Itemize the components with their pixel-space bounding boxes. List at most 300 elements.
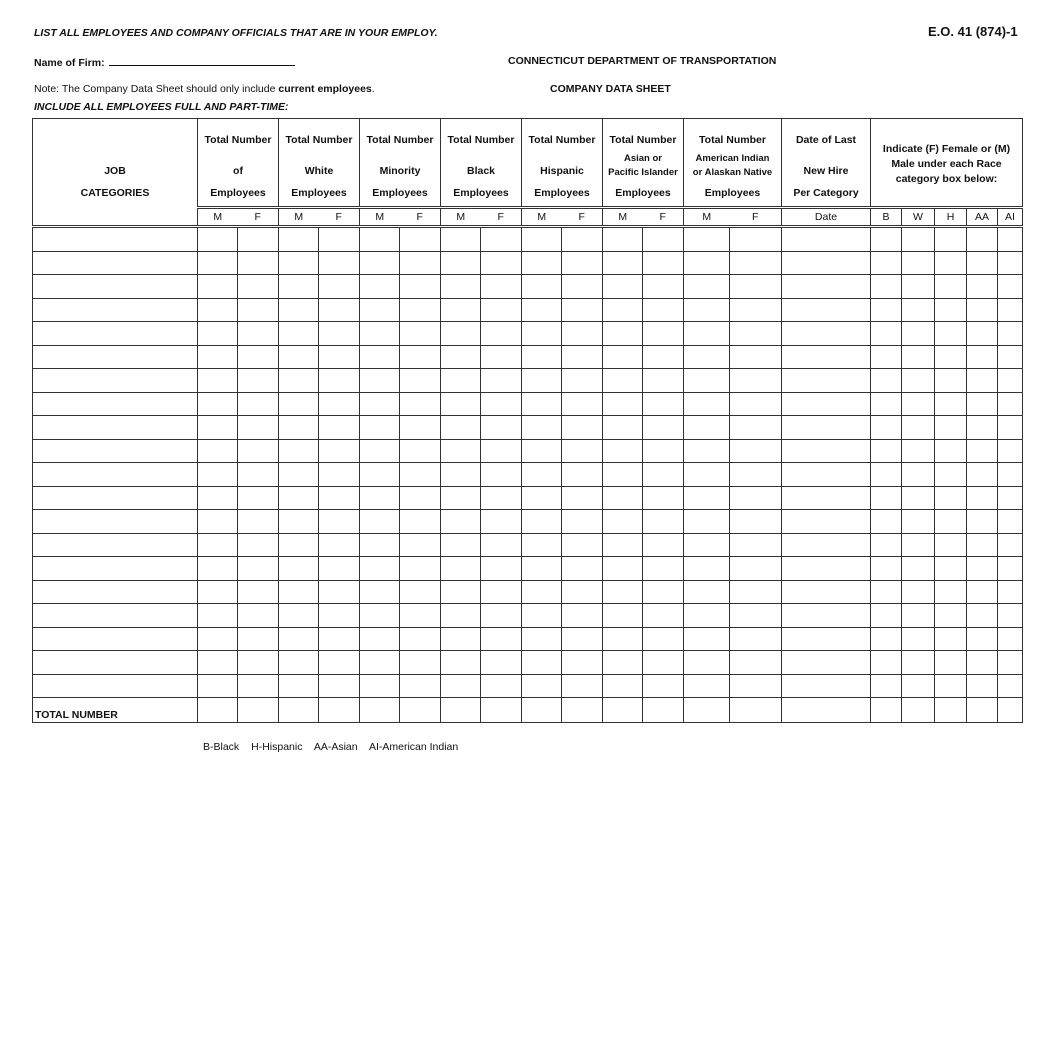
entry-cell[interactable] (730, 627, 782, 651)
entry-cell[interactable] (730, 275, 782, 299)
entry-cell[interactable] (319, 486, 360, 510)
entry-cell[interactable] (998, 580, 1023, 604)
entry-cell[interactable] (967, 275, 998, 299)
entry-cell[interactable] (782, 486, 871, 510)
entry-cell[interactable] (871, 322, 902, 346)
total-cell[interactable] (319, 698, 360, 723)
entry-cell[interactable] (998, 369, 1023, 393)
entry-cell[interactable] (481, 392, 522, 416)
entry-cell[interactable] (319, 369, 360, 393)
entry-cell[interactable] (871, 510, 902, 534)
entry-cell[interactable] (902, 345, 935, 369)
entry-cell[interactable] (782, 392, 871, 416)
entry-cell[interactable] (603, 369, 643, 393)
entry-cell[interactable] (643, 651, 684, 675)
job-category-cell[interactable] (33, 604, 198, 628)
entry-cell[interactable] (522, 439, 562, 463)
entry-cell[interactable] (871, 416, 902, 440)
entry-cell[interactable] (198, 227, 238, 252)
entry-cell[interactable] (198, 510, 238, 534)
entry-cell[interactable] (238, 463, 279, 487)
entry-cell[interactable] (782, 275, 871, 299)
entry-cell[interactable] (998, 627, 1023, 651)
entry-cell[interactable] (238, 298, 279, 322)
job-category-cell[interactable] (33, 251, 198, 275)
entry-cell[interactable] (902, 463, 935, 487)
entry-cell[interactable] (871, 627, 902, 651)
entry-cell[interactable] (603, 604, 643, 628)
entry-cell[interactable] (730, 486, 782, 510)
entry-cell[interactable] (279, 416, 319, 440)
entry-cell[interactable] (522, 604, 562, 628)
total-cell[interactable] (360, 698, 400, 723)
total-cell[interactable] (441, 698, 481, 723)
entry-cell[interactable] (522, 486, 562, 510)
entry-cell[interactable] (481, 463, 522, 487)
entry-cell[interactable] (603, 557, 643, 581)
entry-cell[interactable] (684, 251, 730, 275)
entry-cell[interactable] (967, 533, 998, 557)
entry-cell[interactable] (198, 298, 238, 322)
entry-cell[interactable] (319, 251, 360, 275)
entry-cell[interactable] (400, 227, 441, 252)
entry-cell[interactable] (198, 369, 238, 393)
entry-cell[interactable] (935, 322, 967, 346)
entry-cell[interactable] (481, 533, 522, 557)
entry-cell[interactable] (684, 463, 730, 487)
entry-cell[interactable] (562, 369, 603, 393)
total-cell[interactable] (603, 698, 643, 723)
entry-cell[interactable] (684, 227, 730, 252)
entry-cell[interactable] (319, 510, 360, 534)
entry-cell[interactable] (400, 580, 441, 604)
entry-cell[interactable] (603, 463, 643, 487)
entry-cell[interactable] (238, 416, 279, 440)
entry-cell[interactable] (198, 651, 238, 675)
entry-cell[interactable] (902, 651, 935, 675)
entry-cell[interactable] (967, 251, 998, 275)
entry-cell[interactable] (998, 322, 1023, 346)
entry-cell[interactable] (967, 604, 998, 628)
entry-cell[interactable] (730, 439, 782, 463)
entry-cell[interactable] (400, 486, 441, 510)
entry-cell[interactable] (360, 651, 400, 675)
entry-cell[interactable] (279, 533, 319, 557)
entry-cell[interactable] (319, 463, 360, 487)
job-category-cell[interactable] (33, 439, 198, 463)
entry-cell[interactable] (684, 533, 730, 557)
entry-cell[interactable] (400, 627, 441, 651)
entry-cell[interactable] (279, 580, 319, 604)
entry-cell[interactable] (481, 416, 522, 440)
entry-cell[interactable] (279, 275, 319, 299)
entry-cell[interactable] (782, 651, 871, 675)
entry-cell[interactable] (967, 416, 998, 440)
entry-cell[interactable] (603, 227, 643, 252)
entry-cell[interactable] (782, 416, 871, 440)
job-category-cell[interactable] (33, 392, 198, 416)
entry-cell[interactable] (562, 298, 603, 322)
entry-cell[interactable] (935, 674, 967, 698)
entry-cell[interactable] (782, 580, 871, 604)
entry-cell[interactable] (643, 510, 684, 534)
entry-cell[interactable] (279, 557, 319, 581)
entry-cell[interactable] (902, 298, 935, 322)
entry-cell[interactable] (684, 392, 730, 416)
entry-cell[interactable] (782, 322, 871, 346)
entry-cell[interactable] (684, 580, 730, 604)
entry-cell[interactable] (684, 439, 730, 463)
entry-cell[interactable] (238, 227, 279, 252)
total-cell[interactable] (522, 698, 562, 723)
entry-cell[interactable] (238, 486, 279, 510)
entry-cell[interactable] (998, 510, 1023, 534)
entry-cell[interactable] (441, 416, 481, 440)
entry-cell[interactable] (603, 486, 643, 510)
entry-cell[interactable] (360, 674, 400, 698)
entry-cell[interactable] (902, 627, 935, 651)
entry-cell[interactable] (603, 416, 643, 440)
job-category-cell[interactable] (33, 298, 198, 322)
entry-cell[interactable] (998, 227, 1023, 252)
entry-cell[interactable] (935, 557, 967, 581)
job-category-cell[interactable] (33, 463, 198, 487)
entry-cell[interactable] (198, 251, 238, 275)
entry-cell[interactable] (481, 510, 522, 534)
entry-cell[interactable] (643, 345, 684, 369)
entry-cell[interactable] (238, 345, 279, 369)
entry-cell[interactable] (902, 439, 935, 463)
entry-cell[interactable] (782, 251, 871, 275)
entry-cell[interactable] (198, 345, 238, 369)
total-cell[interactable] (400, 698, 441, 723)
entry-cell[interactable] (562, 275, 603, 299)
entry-cell[interactable] (279, 439, 319, 463)
entry-cell[interactable] (360, 227, 400, 252)
entry-cell[interactable] (998, 298, 1023, 322)
entry-cell[interactable] (400, 322, 441, 346)
entry-cell[interactable] (935, 345, 967, 369)
entry-cell[interactable] (481, 298, 522, 322)
entry-cell[interactable] (730, 416, 782, 440)
entry-cell[interactable] (782, 674, 871, 698)
entry-cell[interactable] (730, 674, 782, 698)
entry-cell[interactable] (871, 392, 902, 416)
entry-cell[interactable] (198, 486, 238, 510)
entry-cell[interactable] (238, 275, 279, 299)
total-cell[interactable] (871, 698, 902, 723)
job-category-cell[interactable] (33, 510, 198, 534)
entry-cell[interactable] (481, 369, 522, 393)
entry-cell[interactable] (684, 510, 730, 534)
entry-cell[interactable] (935, 533, 967, 557)
entry-cell[interactable] (441, 275, 481, 299)
entry-cell[interactable] (279, 651, 319, 675)
entry-cell[interactable] (684, 627, 730, 651)
entry-cell[interactable] (441, 345, 481, 369)
entry-cell[interactable] (360, 627, 400, 651)
entry-cell[interactable] (319, 674, 360, 698)
entry-cell[interactable] (522, 580, 562, 604)
entry-cell[interactable] (998, 557, 1023, 581)
entry-cell[interactable] (522, 392, 562, 416)
entry-cell[interactable] (730, 533, 782, 557)
entry-cell[interactable] (643, 674, 684, 698)
entry-cell[interactable] (998, 463, 1023, 487)
entry-cell[interactable] (684, 369, 730, 393)
entry-cell[interactable] (998, 533, 1023, 557)
entry-cell[interactable] (730, 227, 782, 252)
entry-cell[interactable] (902, 580, 935, 604)
entry-cell[interactable] (319, 557, 360, 581)
entry-cell[interactable] (198, 275, 238, 299)
entry-cell[interactable] (400, 557, 441, 581)
entry-cell[interactable] (730, 604, 782, 628)
entry-cell[interactable] (643, 227, 684, 252)
entry-cell[interactable] (782, 227, 871, 252)
entry-cell[interactable] (481, 275, 522, 299)
entry-cell[interactable] (441, 651, 481, 675)
entry-cell[interactable] (522, 369, 562, 393)
entry-cell[interactable] (400, 510, 441, 534)
entry-cell[interactable] (603, 345, 643, 369)
entry-cell[interactable] (998, 486, 1023, 510)
entry-cell[interactable] (684, 674, 730, 698)
entry-cell[interactable] (522, 227, 562, 252)
entry-cell[interactable] (441, 580, 481, 604)
total-cell[interactable] (730, 698, 782, 723)
entry-cell[interactable] (967, 369, 998, 393)
entry-cell[interactable] (902, 604, 935, 628)
entry-cell[interactable] (730, 345, 782, 369)
job-category-cell[interactable] (33, 322, 198, 346)
entry-cell[interactable] (643, 627, 684, 651)
entry-cell[interactable] (684, 486, 730, 510)
entry-cell[interactable] (562, 674, 603, 698)
entry-cell[interactable] (360, 486, 400, 510)
entry-cell[interactable] (522, 651, 562, 675)
entry-cell[interactable] (998, 651, 1023, 675)
total-cell[interactable] (684, 698, 730, 723)
entry-cell[interactable] (998, 674, 1023, 698)
entry-cell[interactable] (400, 275, 441, 299)
entry-cell[interactable] (902, 557, 935, 581)
entry-cell[interactable] (400, 604, 441, 628)
entry-cell[interactable] (238, 439, 279, 463)
total-cell[interactable] (481, 698, 522, 723)
total-cell[interactable] (238, 698, 279, 723)
entry-cell[interactable] (441, 557, 481, 581)
entry-cell[interactable] (319, 439, 360, 463)
entry-cell[interactable] (481, 486, 522, 510)
entry-cell[interactable] (935, 369, 967, 393)
entry-cell[interactable] (319, 345, 360, 369)
entry-cell[interactable] (562, 604, 603, 628)
entry-cell[interactable] (360, 298, 400, 322)
entry-cell[interactable] (400, 392, 441, 416)
entry-cell[interactable] (319, 227, 360, 252)
entry-cell[interactable] (871, 439, 902, 463)
entry-cell[interactable] (198, 439, 238, 463)
job-category-cell[interactable] (33, 486, 198, 510)
entry-cell[interactable] (441, 463, 481, 487)
entry-cell[interactable] (967, 392, 998, 416)
entry-cell[interactable] (238, 557, 279, 581)
entry-cell[interactable] (360, 463, 400, 487)
job-category-cell[interactable] (33, 674, 198, 698)
entry-cell[interactable] (441, 227, 481, 252)
entry-cell[interactable] (319, 580, 360, 604)
total-cell[interactable] (279, 698, 319, 723)
entry-cell[interactable] (481, 674, 522, 698)
entry-cell[interactable] (400, 416, 441, 440)
total-cell[interactable] (998, 698, 1023, 723)
entry-cell[interactable] (871, 227, 902, 252)
entry-cell[interactable] (481, 322, 522, 346)
entry-cell[interactable] (198, 322, 238, 346)
entry-cell[interactable] (562, 533, 603, 557)
entry-cell[interactable] (871, 486, 902, 510)
entry-cell[interactable] (935, 392, 967, 416)
entry-cell[interactable] (238, 580, 279, 604)
entry-cell[interactable] (684, 416, 730, 440)
entry-cell[interactable] (967, 580, 998, 604)
entry-cell[interactable] (279, 510, 319, 534)
entry-cell[interactable] (730, 322, 782, 346)
entry-cell[interactable] (967, 651, 998, 675)
entry-cell[interactable] (441, 627, 481, 651)
entry-cell[interactable] (684, 604, 730, 628)
entry-cell[interactable] (279, 251, 319, 275)
entry-cell[interactable] (360, 369, 400, 393)
entry-cell[interactable] (522, 627, 562, 651)
entry-cell[interactable] (562, 392, 603, 416)
entry-cell[interactable] (871, 604, 902, 628)
entry-cell[interactable] (481, 227, 522, 252)
entry-cell[interactable] (522, 322, 562, 346)
entry-cell[interactable] (441, 251, 481, 275)
entry-cell[interactable] (782, 533, 871, 557)
entry-cell[interactable] (871, 275, 902, 299)
entry-cell[interactable] (522, 510, 562, 534)
entry-cell[interactable] (730, 463, 782, 487)
entry-cell[interactable] (871, 557, 902, 581)
entry-cell[interactable] (279, 369, 319, 393)
entry-cell[interactable] (360, 345, 400, 369)
job-category-cell[interactable] (33, 227, 198, 252)
entry-cell[interactable] (935, 651, 967, 675)
entry-cell[interactable] (902, 533, 935, 557)
entry-cell[interactable] (998, 416, 1023, 440)
entry-cell[interactable] (441, 533, 481, 557)
entry-cell[interactable] (782, 463, 871, 487)
entry-cell[interactable] (782, 439, 871, 463)
entry-cell[interactable] (522, 298, 562, 322)
entry-cell[interactable] (360, 392, 400, 416)
entry-cell[interactable] (643, 251, 684, 275)
entry-cell[interactable] (198, 604, 238, 628)
entry-cell[interactable] (871, 298, 902, 322)
entry-cell[interactable] (902, 416, 935, 440)
total-cell[interactable] (643, 698, 684, 723)
entry-cell[interactable] (198, 463, 238, 487)
entry-cell[interactable] (643, 557, 684, 581)
entry-cell[interactable] (603, 392, 643, 416)
entry-cell[interactable] (603, 298, 643, 322)
entry-cell[interactable] (279, 463, 319, 487)
entry-cell[interactable] (562, 463, 603, 487)
total-cell[interactable] (902, 698, 935, 723)
job-category-cell[interactable] (33, 651, 198, 675)
entry-cell[interactable] (198, 580, 238, 604)
entry-cell[interactable] (643, 298, 684, 322)
entry-cell[interactable] (198, 416, 238, 440)
entry-cell[interactable] (279, 604, 319, 628)
entry-cell[interactable] (360, 439, 400, 463)
entry-cell[interactable] (684, 298, 730, 322)
job-category-cell[interactable] (33, 627, 198, 651)
entry-cell[interactable] (562, 627, 603, 651)
entry-cell[interactable] (643, 392, 684, 416)
entry-cell[interactable] (967, 227, 998, 252)
entry-cell[interactable] (902, 275, 935, 299)
entry-cell[interactable] (481, 604, 522, 628)
entry-cell[interactable] (730, 369, 782, 393)
entry-cell[interactable] (238, 369, 279, 393)
entry-cell[interactable] (279, 322, 319, 346)
entry-cell[interactable] (967, 557, 998, 581)
entry-cell[interactable] (730, 580, 782, 604)
entry-cell[interactable] (319, 627, 360, 651)
entry-cell[interactable] (902, 227, 935, 252)
entry-cell[interactable] (998, 275, 1023, 299)
entry-cell[interactable] (481, 251, 522, 275)
entry-cell[interactable] (279, 392, 319, 416)
entry-cell[interactable] (279, 345, 319, 369)
entry-cell[interactable] (562, 416, 603, 440)
entry-cell[interactable] (935, 227, 967, 252)
entry-cell[interactable] (871, 251, 902, 275)
entry-cell[interactable] (562, 651, 603, 675)
entry-cell[interactable] (643, 580, 684, 604)
entry-cell[interactable] (998, 251, 1023, 275)
entry-cell[interactable] (481, 557, 522, 581)
entry-cell[interactable] (730, 251, 782, 275)
entry-cell[interactable] (562, 345, 603, 369)
entry-cell[interactable] (400, 439, 441, 463)
job-category-cell[interactable] (33, 275, 198, 299)
entry-cell[interactable] (782, 557, 871, 581)
entry-cell[interactable] (481, 580, 522, 604)
entry-cell[interactable] (441, 392, 481, 416)
entry-cell[interactable] (360, 322, 400, 346)
entry-cell[interactable] (998, 439, 1023, 463)
entry-cell[interactable] (279, 674, 319, 698)
total-cell[interactable] (935, 698, 967, 723)
entry-cell[interactable] (319, 533, 360, 557)
entry-cell[interactable] (603, 651, 643, 675)
entry-cell[interactable] (562, 486, 603, 510)
entry-cell[interactable] (643, 463, 684, 487)
entry-cell[interactable] (998, 604, 1023, 628)
entry-cell[interactable] (935, 416, 967, 440)
entry-cell[interactable] (603, 627, 643, 651)
entry-cell[interactable] (198, 533, 238, 557)
entry-cell[interactable] (279, 298, 319, 322)
entry-cell[interactable] (441, 604, 481, 628)
entry-cell[interactable] (603, 510, 643, 534)
entry-cell[interactable] (967, 486, 998, 510)
